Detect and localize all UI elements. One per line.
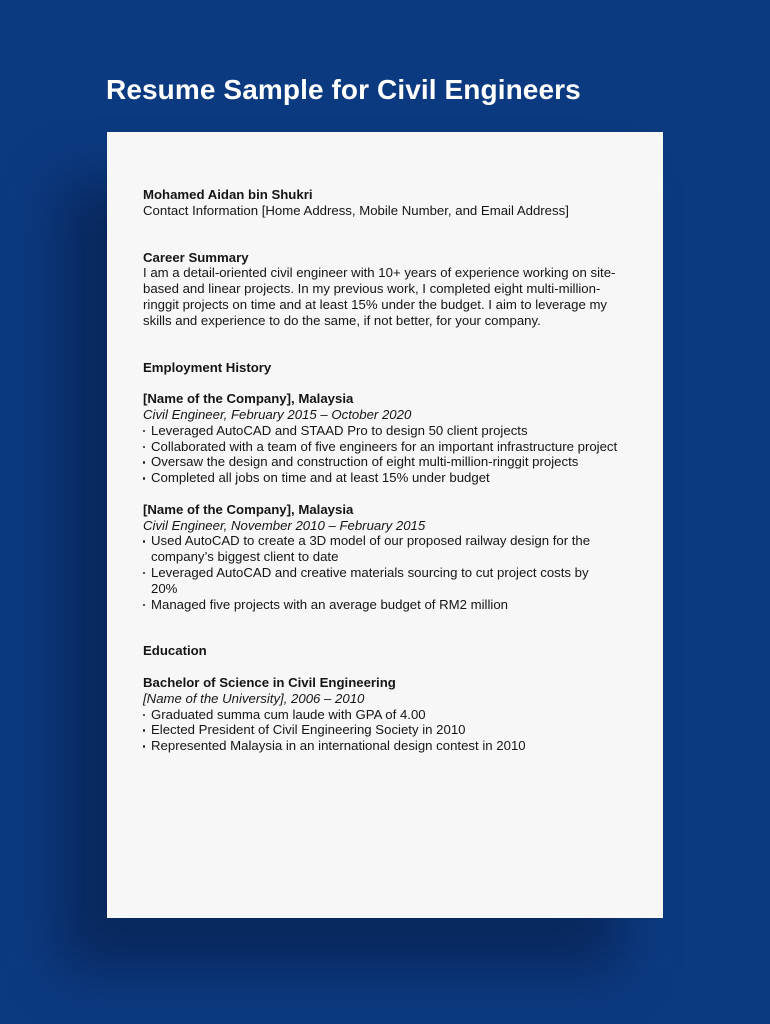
job-role-dates: Civil Engineer, February 2015 – October 2020 <box>143 406 412 422</box>
job-entry <box>143 391 643 486</box>
job-bullet: Completed all jobs on time and at least 15% under budget <box>143 470 643 486</box>
education-section <box>143 643 643 754</box>
contact-information: Contact Information [Home Address, Mobile Number, and Email Address] <box>143 202 569 218</box>
job-company: [Name of the Company], Malaysia <box>143 501 354 517</box>
education-bullet: Represented Malaysia in an international design contest in 2010 <box>143 738 643 754</box>
candidate-name: Mohamed Aidan bin Shukri <box>143 187 313 202</box>
education-bullet: Graduated summa cum laude with GPA of 4.00 <box>143 707 643 723</box>
job-entry <box>143 502 643 613</box>
employment-history-heading: Employment History <box>143 359 272 375</box>
job-bullet: Collaborated with a team of five engineers for an important infrastructure project <box>143 439 643 455</box>
page-title: Resume Sample for Civil Engineers <box>106 74 581 105</box>
education-bullets <box>143 707 643 754</box>
career-summary-text: I am a detail-oriented civil engineer with 10+ years of experience working on site-based and linear projects. In my previous work, I completed eight multi-million-ringgit projects on time and at least 15% under the budget. I aim to leverage my skills and experience to do the same, if not better, for your company. <box>143 265 616 328</box>
job-bullet: Leveraged AutoCAD and creative materials sourcing to cut project costs by 20% <box>143 565 613 597</box>
resume-content <box>143 187 643 754</box>
job-bullet: Used AutoCAD to create a 3D model of our proposed railway design for the company’s biggest client to date <box>143 533 613 565</box>
career-summary-section <box>143 250 643 329</box>
career-summary-heading: Career Summary <box>143 249 249 265</box>
job-bullets <box>143 423 643 486</box>
education-bullet: Elected President of Civil Engineering Society in 2010 <box>143 722 643 738</box>
job-bullets <box>143 533 613 612</box>
education-heading: Education <box>143 643 207 659</box>
resume-paper <box>107 132 663 918</box>
education-school-dates: [Name of the University], 2006 – 2010 <box>143 690 365 706</box>
job-company: [Name of the Company], Malaysia <box>143 391 354 407</box>
job-bullet: Leveraged AutoCAD and STAAD Pro to design 50 client projects <box>143 423 643 439</box>
education-degree: Bachelor of Science in Civil Engineering <box>143 674 396 690</box>
job-bullet: Managed five projects with an average budget of RM2 million <box>143 597 613 613</box>
job-bullet: Oversaw the design and construction of eight multi-million-ringgit projects <box>143 454 643 470</box>
job-role-dates: Civil Engineer, November 2010 – February 2015 <box>143 517 426 533</box>
employment-history-section <box>143 360 643 613</box>
